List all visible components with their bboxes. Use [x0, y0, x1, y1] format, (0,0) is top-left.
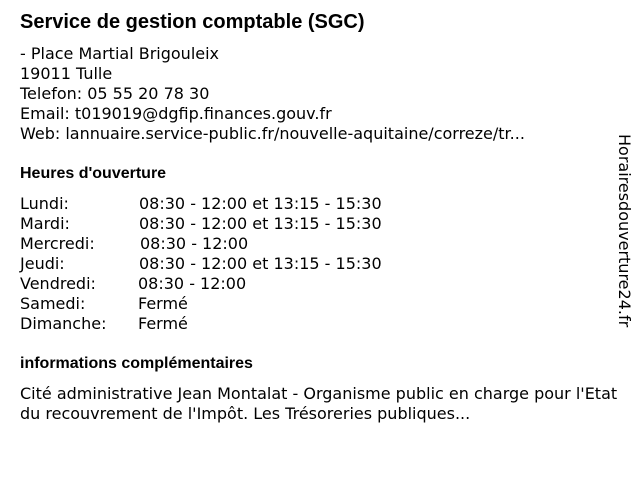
time-value: 08:30 - 12:00 — [140, 234, 249, 253]
street-address: - Place Martial Brigouleix — [20, 44, 220, 63]
address-block — [20, 44, 525, 144]
hours-row-thursday — [20, 254, 440, 274]
hours-row-monday — [20, 194, 440, 214]
day-label: Mardi: — [20, 214, 70, 233]
day-label: Lundi: — [20, 194, 69, 213]
day-label: Mercredi: — [20, 234, 95, 253]
day-label: Vendredi: — [20, 274, 96, 293]
day-label: Dimanche: — [20, 314, 107, 333]
page-title: Service de gestion comptable (SGC) — [20, 11, 365, 33]
hours-row-wednesday — [20, 234, 440, 254]
hours-row-tuesday — [20, 214, 440, 234]
hours-row-friday — [20, 274, 440, 294]
hours-row-saturday — [20, 294, 440, 314]
email-address[interactable]: Email: t019019@dgfip.finances.gouv.fr — [20, 104, 332, 123]
additional-info-text: Cité administrative Jean Montalat - Organisme public en charge pour l'Etat du recouvrement de l'Impôt. Les Trésoreries publiques... — [20, 384, 618, 423]
time-value: Fermé — [138, 294, 188, 313]
city-address: 19011 Tulle — [20, 64, 113, 83]
website-link[interactable]: Web: lannuaire.service-public.fr/nouvelle-aquitaine/correze/tr... — [20, 124, 525, 143]
opening-hours-table — [20, 194, 440, 334]
time-value: 08:30 - 12:00 et 13:15 - 15:30 — [139, 214, 382, 233]
hours-row-sunday — [20, 314, 440, 334]
time-value: 08:30 - 12:00 et 13:15 - 15:30 — [139, 254, 382, 273]
time-value: Fermé — [138, 314, 188, 333]
opening-hours-heading: Heures d'ouverture — [20, 165, 167, 182]
site-watermark: Horairesdouverture24.fr — [615, 134, 634, 328]
additional-info-heading: informations complémentaires — [20, 355, 253, 372]
phone-number[interactable]: Telefon: 05 55 20 78 30 — [20, 84, 210, 103]
time-value: 08:30 - 12:00 — [138, 274, 247, 293]
time-value: 08:30 - 12:00 et 13:15 - 15:30 — [139, 194, 382, 213]
day-label: Samedi: — [20, 294, 86, 313]
day-label: Jeudi: — [20, 254, 65, 273]
